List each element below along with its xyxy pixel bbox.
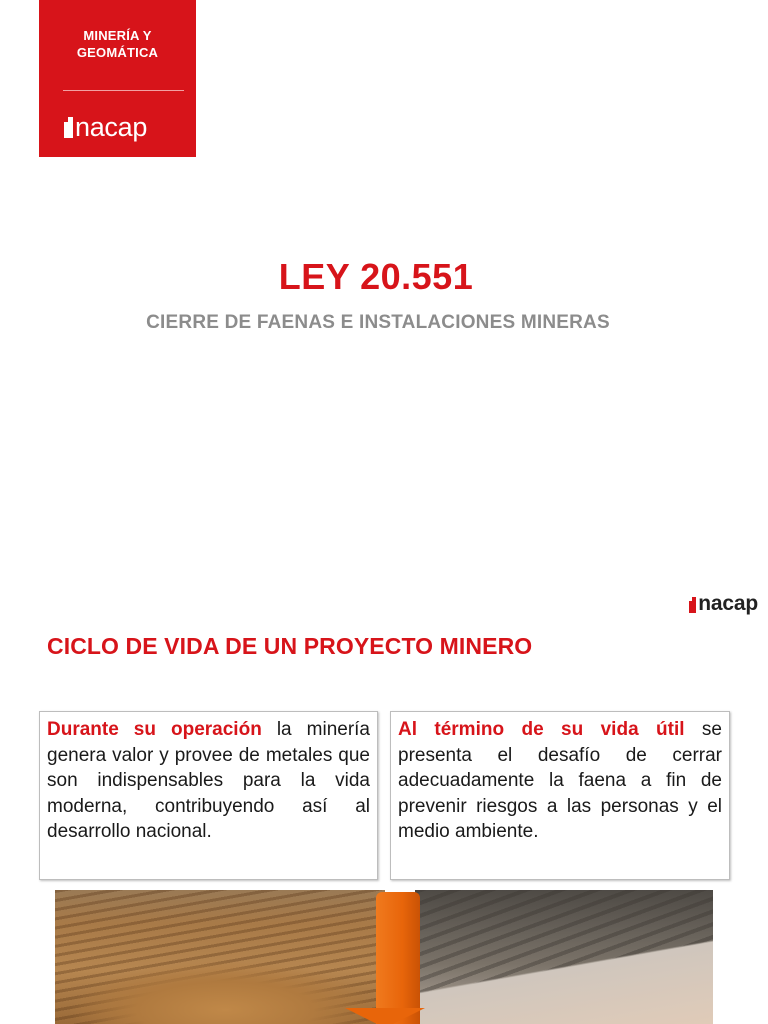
inacap-logo-mark-icon [64,117,73,138]
brand-area-line1: MINERÍA Y [83,28,152,43]
arrow-head-icon [345,1008,425,1024]
closed-site-photo [415,890,713,1024]
transition-arrow-icon [376,892,420,1024]
inacap-logo-text: nacap [698,592,758,615]
closure-card [390,711,730,880]
operation-card-highlight: Durante su operación [47,719,262,740]
open-pit-mine-photo [55,890,385,1024]
brand-box [39,0,196,157]
content-slide [0,590,768,1024]
section-title: CICLO DE VIDA DE UN PROYECTO MINERO [47,633,533,659]
inacap-logo [64,110,147,142]
brand-area-line2: GEOMÁTICA [76,45,159,60]
closure-card-body: se presenta el desafío de cerrar adecuadamente la faena a fin de prevenir riesgos a las personas y el medio ambiente. [398,719,722,843]
inacap-logo-mark-icon [689,597,696,613]
brand-area-label [39,27,196,61]
inacap-logo-small [689,590,758,616]
slide-title: LEY 20.551 [278,256,474,297]
operation-card [39,711,378,880]
closure-card-highlight: Al término de su vida útil [398,719,685,740]
slide-subtitle: CIERRE DE FAENAS E INSTALACIONES MINERAS [146,312,610,333]
brand-divider [63,90,184,91]
mine-photo-strip [55,890,713,1024]
operation-card-body: la minería genera valor y provee de metales que son indispensables para la vida moderna, contribuyendo así al desarrollo nacional. [47,719,370,843]
inacap-logo-text: nacap [75,112,148,142]
